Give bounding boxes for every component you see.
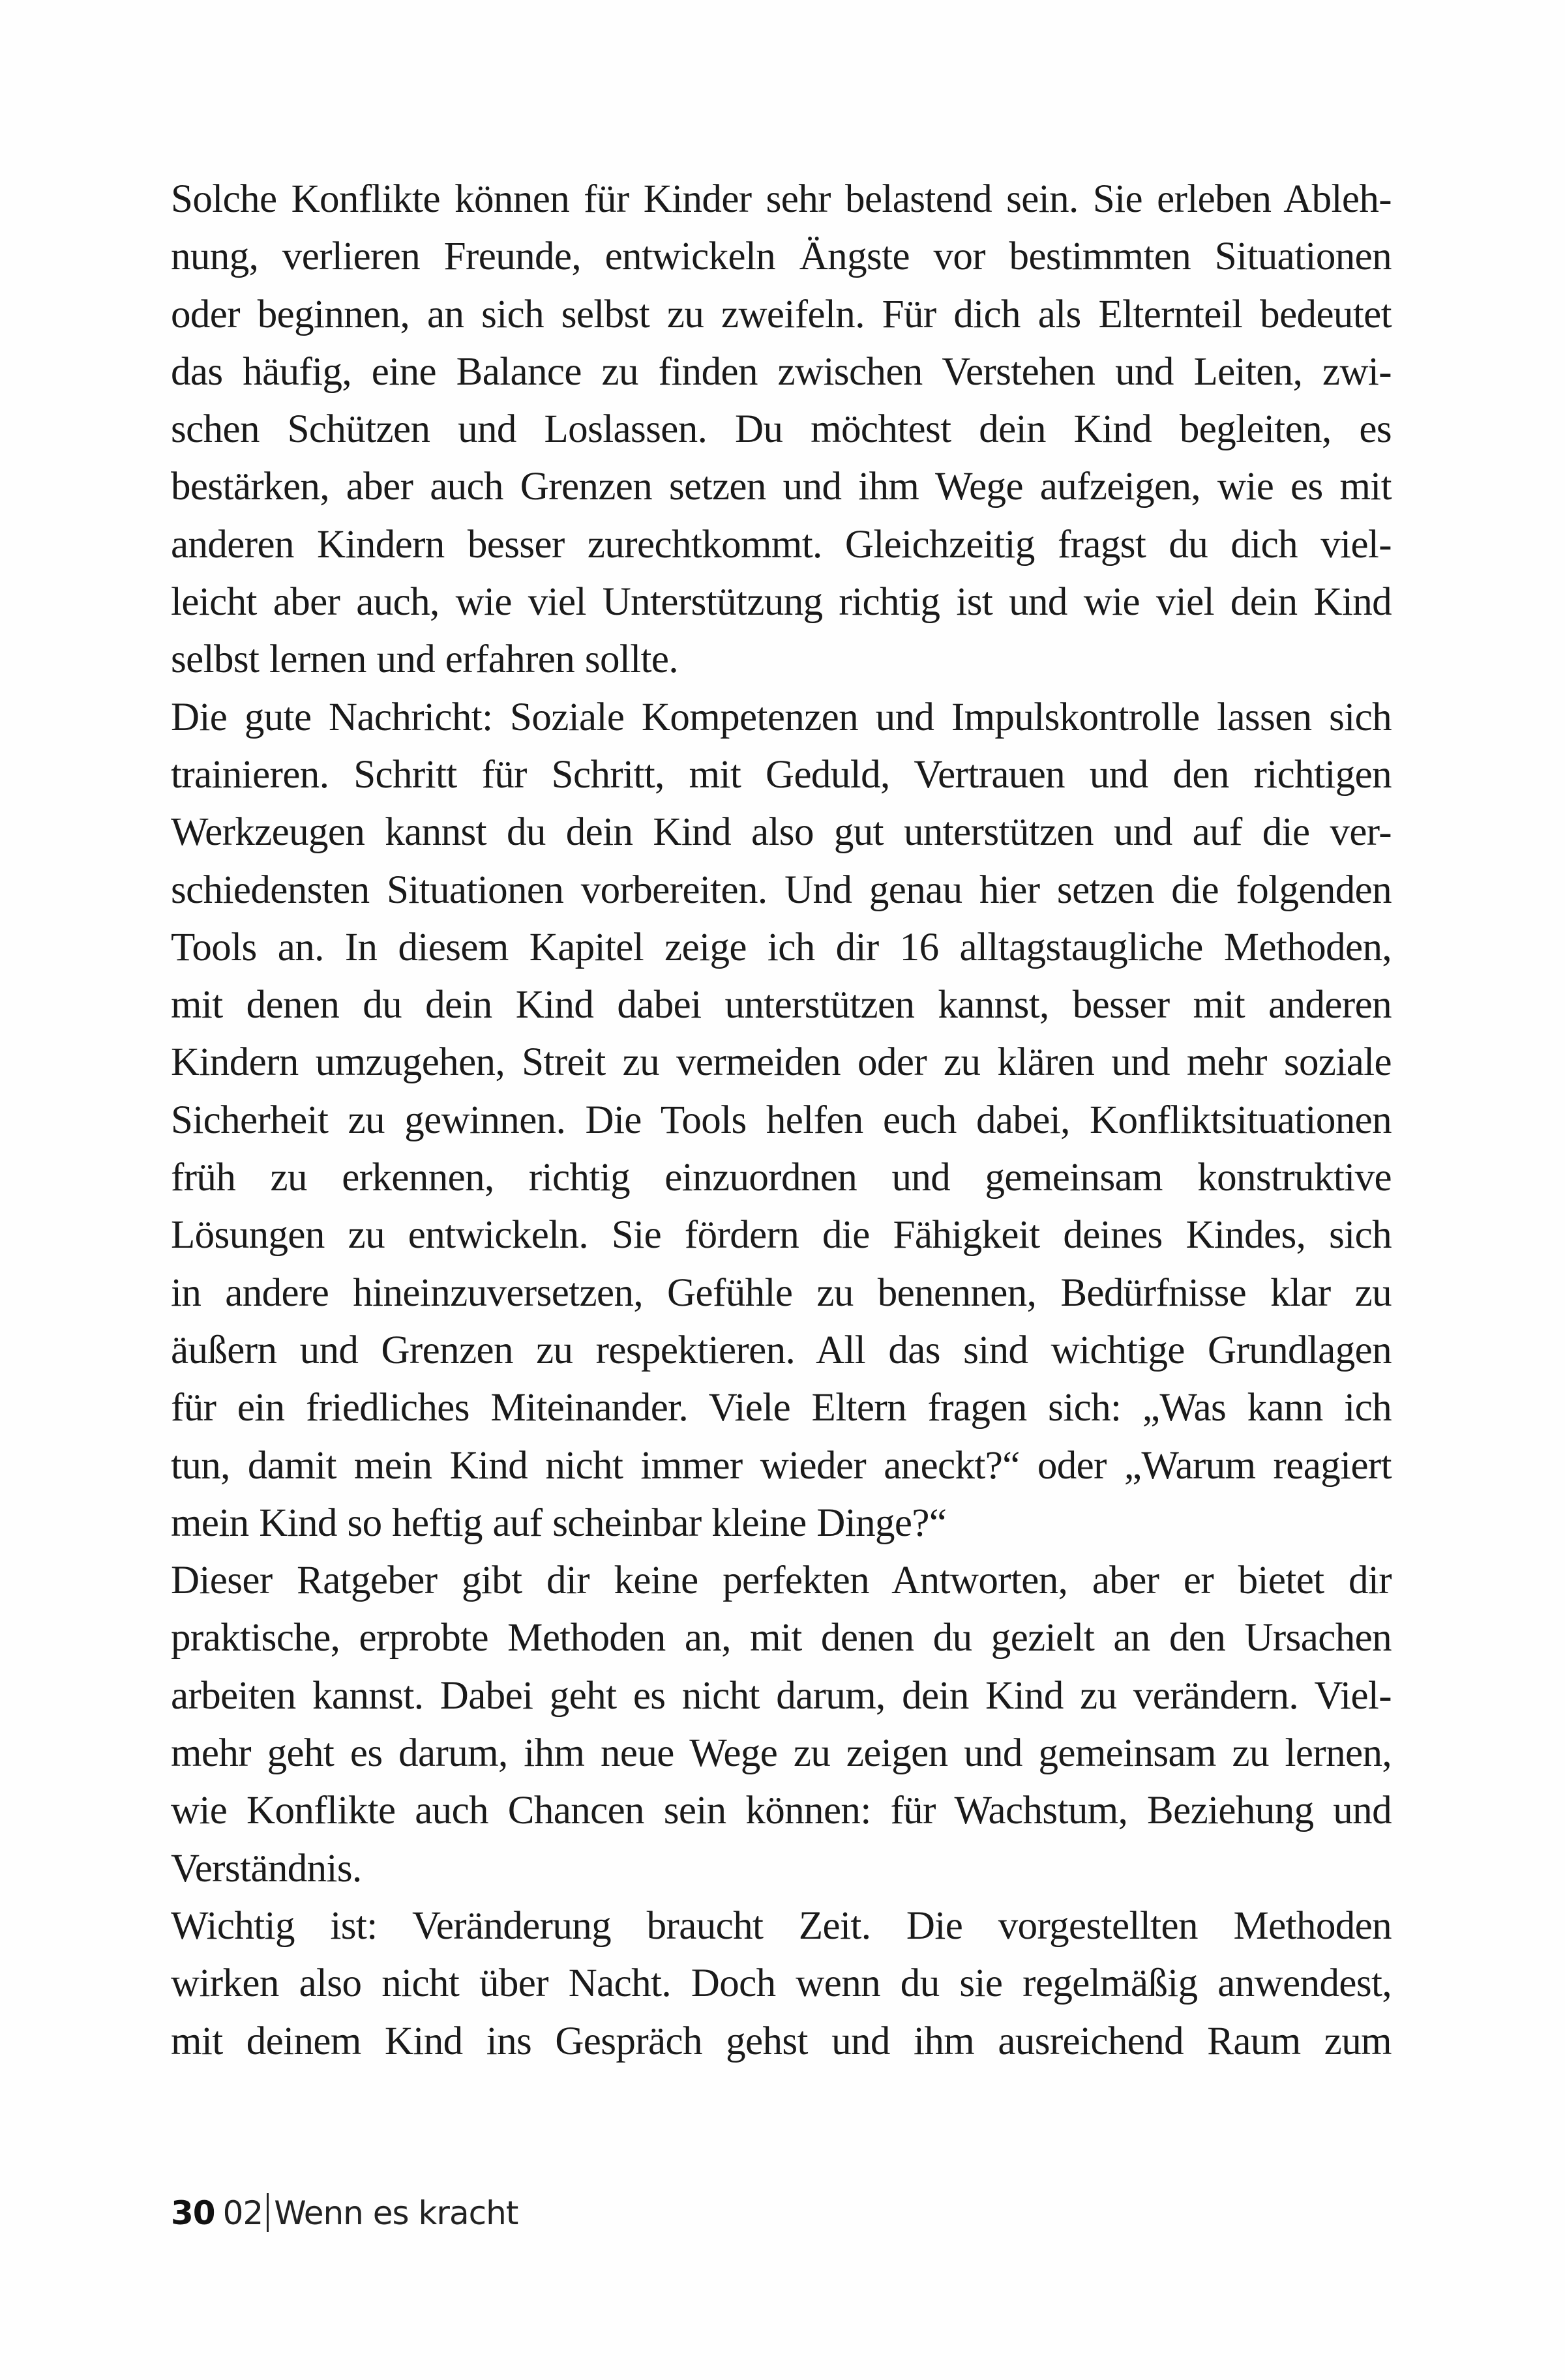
paragraph [171, 1898, 1392, 2070]
text-line: wirken also nicht über Nacht. Doch wenn du sie regelmäßig anwendest, [171, 1961, 1392, 2006]
text-line: schen Schützen und Loslassen. Du möchtest dein Kind begleiten, es [171, 407, 1392, 452]
text-line: mein Kind so heftig auf scheinbar kleine Dinge?“ [171, 1501, 947, 1545]
text-line: früh zu erkennen, richtig einzuordnen und gemeinsam konstruktive [171, 1156, 1392, 1200]
text-line: Verständnis. [171, 1846, 362, 1890]
chapter-title: Wenn es kracht [274, 2194, 518, 2232]
page-number: 30 [171, 2194, 215, 2232]
text-line: Lösungen zu entwickeln. Sie fördern die Fähigkeit deines Kindes, sich [171, 1213, 1392, 1257]
paragraph [171, 689, 1392, 1552]
text-line: Kindern umzugehen, Streit zu vermeiden oder zu klären und mehr soziale [171, 1040, 1392, 1085]
text-line: mit deinem Kind ins Gespräch gehst und ihm ausreichend Raum zum [171, 2019, 1392, 2063]
text-line: äußern und Grenzen zu respektieren. All das sind wichtige Grundlagen [171, 1328, 1392, 1372]
page-footer [171, 2193, 518, 2233]
text-line: Werkzeugen kannst du dein Kind also gut unterstützen und auf die ver- [171, 810, 1392, 855]
text-line: mehr geht es darum, ihm neue Wege zu zeigen und gemeinsam zu lernen, [171, 1731, 1392, 1776]
chapter-number: 02 [222, 2194, 263, 2232]
text-line: wie Konflikte auch Chancen sein können: für Wachstum, Beziehung und [171, 1789, 1392, 1833]
text-line: Die gute Nachricht: Soziale Kompetenzen und Impulskontrolle lassen sich [171, 695, 1392, 739]
text-line: Dieser Ratgeber gibt dir keine perfekten Antworten, aber er bietet dir [171, 1559, 1392, 1603]
text-line: praktische, erprobte Methoden an, mit denen du gezielt an den Ursachen [171, 1616, 1392, 1660]
text-line: oder beginnen, an sich selbst zu zweifeln. Für dich als Elternteil bedeutet [171, 292, 1392, 336]
text-line: arbeiten kannst. Dabei geht es nicht darum, dein Kind zu verändern. Viel- [171, 1673, 1392, 1718]
text-line: tun, damit mein Kind nicht immer wieder aneckt?“ oder „Warum reagiert [171, 1443, 1392, 1488]
body-text [171, 171, 1392, 2070]
text-line: Solche Konflikte können für Kinder sehr belastend sein. Sie erleben Ableh- [171, 177, 1392, 221]
text-line: bestärken, aber auch Grenzen setzen und ihm Wege aufzeigen, wie es mit [171, 465, 1392, 509]
text-line: in andere hineinzuversetzen, Gefühle zu benennen, Bedürfnisse klar zu [171, 1271, 1392, 1315]
text-line: für ein friedliches Miteinander. Viele Eltern fragen sich: „Was kann ich [171, 1386, 1392, 1430]
text-line: das häufig, eine Balance zu finden zwischen Verstehen und Leiten, zwi- [171, 349, 1392, 394]
paragraph [171, 171, 1392, 689]
text-line: Sicherheit zu gewinnen. Die Tools helfen euch dabei, Konfliktsituationen [171, 1098, 1392, 1142]
text-line: nung, verlieren Freunde, entwickeln Ängste vor bestimmten Situationen [171, 235, 1392, 279]
text-line: anderen Kindern besser zurechtkommt. Gleichzeitig fragst du dich viel- [171, 522, 1392, 566]
text-line: mit denen du dein Kind dabei unterstützen kannst, besser mit anderen [171, 983, 1392, 1027]
text-line: Tools an. In diesem Kapitel zeige ich dir 16 alltagstaugliche Methoden, [171, 925, 1392, 969]
text-line: Wichtig ist: Veränderung braucht Zeit. Die vorgestellten Methoden [171, 1903, 1392, 1948]
paragraph [171, 1552, 1392, 1898]
footer-divider [267, 2193, 269, 2232]
text-line: leicht aber auch, wie viel Unterstützung richtig ist und wie viel dein Kind [171, 580, 1392, 624]
text-line: trainieren. Schritt für Schritt, mit Geduld, Vertrauen und den richtigen [171, 752, 1392, 797]
text-line: schiedensten Situationen vorbereiten. Und genau hier setzen die folgenden [171, 868, 1392, 912]
text-line: selbst lernen und erfahren sollte. [171, 638, 679, 682]
